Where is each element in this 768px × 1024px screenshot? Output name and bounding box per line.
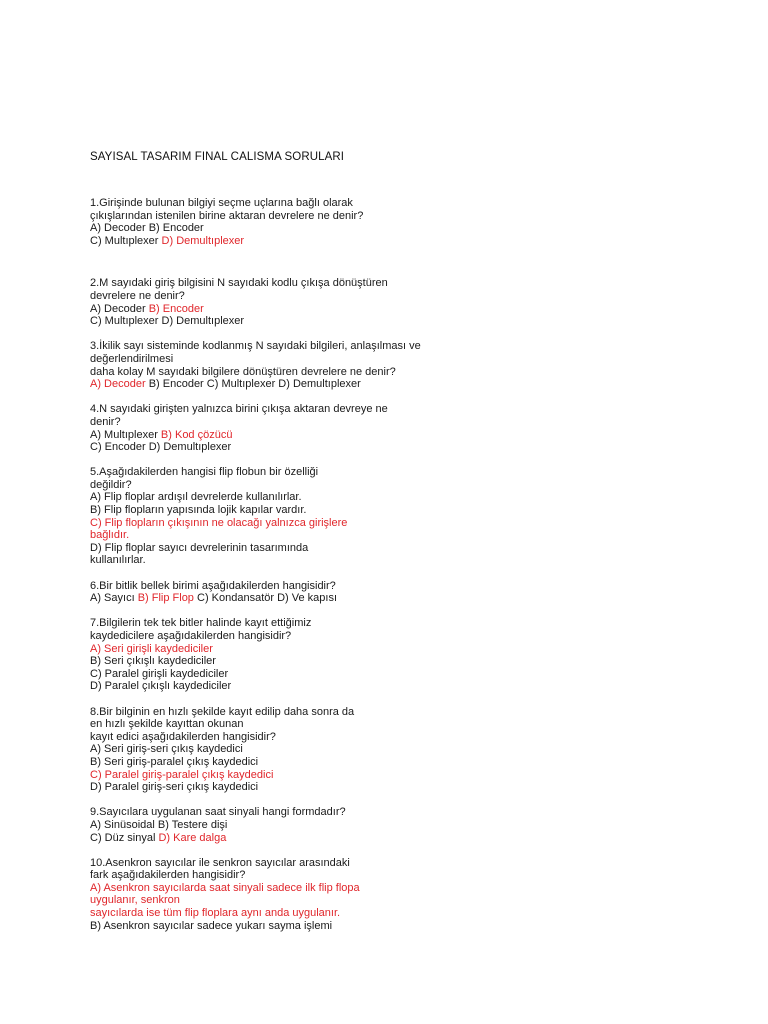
text-segment: kullanılırlar.	[90, 554, 146, 567]
text-line	[90, 222, 470, 235]
correct-answer-text: B) Flip Flop	[137, 592, 194, 605]
document-page	[90, 151, 470, 932]
text-line	[90, 340, 470, 353]
text-line	[90, 857, 470, 870]
text-segment: B) Encoder C) Multıplexer D) Demultıplexer	[145, 378, 361, 391]
text-line	[90, 617, 470, 630]
question-3	[90, 340, 470, 390]
correct-answer-text: sayıcılarda ise tüm flip floplara aynı anda uygulanır.	[90, 907, 341, 920]
text-segment: 4.N sayıdaki girişten yalnızca birini çıkışa aktaran devreye ne	[90, 403, 388, 416]
text-segment: 2.M sayıdaki giriş bilgisini N sayıdaki kodlu çıkışa dönüştüren	[90, 277, 388, 290]
text-line	[90, 832, 470, 845]
text-segment: 5.Aşağıdakilerden hangisi flip flobun bir özelliği	[90, 466, 319, 479]
text-segment: 3.İkilik sayı sisteminde kodlanmış N sayıdaki bilgileri, anlaşılması ve	[90, 340, 421, 353]
question-10	[90, 857, 470, 933]
text-line	[90, 353, 470, 366]
text-segment: A) Decoder B) Encoder	[90, 222, 204, 235]
text-segment: C) Multıplexer	[90, 234, 162, 247]
text-line	[90, 290, 470, 303]
question-list	[90, 197, 470, 932]
text-line	[90, 416, 470, 429]
text-line	[90, 894, 470, 907]
text-line	[90, 517, 470, 530]
question-7	[90, 617, 470, 693]
text-line	[90, 756, 470, 769]
correct-answer-text: uygulanır, senkron	[90, 894, 180, 907]
text-line	[90, 315, 470, 328]
text-segment: devrelere ne denir?	[90, 289, 185, 302]
text-segment: B) Flip flopların yapısında lojik kapılar vardır.	[90, 504, 307, 517]
text-segment: 7.Bilgilerin tek tek bitler halinde kayıt ettiğimiz	[90, 617, 312, 630]
text-line	[90, 718, 470, 731]
correct-answer-text: C) Flip flopların çıkışının ne olacağı yalnızca girişlere	[90, 516, 348, 529]
text-segment: D) Paralel giriş-seri çıkış kaydedici	[90, 781, 259, 794]
text-line	[90, 554, 470, 567]
question-8	[90, 706, 470, 794]
text-segment: 1.Girişinde bulunan bilgiyi seçme uçlarına bağlı olarak	[90, 197, 353, 209]
correct-answer-text: D) Kare dalga	[158, 831, 227, 844]
text-line	[90, 743, 470, 756]
text-line	[90, 277, 470, 290]
text-segment: değerlendirilmesi	[90, 352, 174, 365]
text-segment: C) Encoder D) Demultıplexer	[90, 441, 232, 454]
text-line	[90, 806, 470, 819]
text-line	[90, 429, 470, 442]
text-line	[90, 655, 470, 668]
text-line	[90, 378, 470, 391]
correct-answer-text: A) Decoder	[90, 378, 146, 391]
correct-answer-text: A) Seri girişli kaydediciler	[90, 642, 213, 655]
text-segment: kaydedicilere aşağıdakilerden hangisidir?	[90, 630, 292, 642]
text-segment: değildir?	[90, 478, 132, 491]
text-segment: B) Asenkron sayıcılar sadece yukarı sayma işlemi	[90, 919, 333, 932]
text-line	[90, 706, 470, 719]
text-segment: A) Sayıcı	[90, 592, 138, 605]
text-line	[90, 869, 470, 882]
text-line	[90, 303, 470, 316]
text-line	[90, 882, 470, 895]
text-line	[90, 680, 470, 693]
text-line	[90, 819, 470, 832]
correct-answer-text: B) Kod çözücü	[160, 428, 233, 441]
text-segment: A) Seri giriş-seri çıkış kaydedici	[90, 743, 243, 756]
question-5	[90, 466, 470, 567]
text-line	[90, 592, 470, 605]
text-line	[90, 235, 470, 248]
text-segment: B) Seri giriş-paralel çıkış kaydedici	[90, 755, 259, 768]
question-6	[90, 580, 470, 605]
text-line	[90, 529, 470, 542]
text-segment: 9.Sayıcılara uygulanan saat sinyali hangi formdadır?	[90, 806, 346, 819]
text-line	[90, 403, 470, 416]
text-line	[90, 580, 470, 593]
text-line	[90, 643, 470, 656]
text-segment: 10.Asenkron sayıcılar ile senkron sayıcılar arasındaki	[90, 856, 350, 869]
text-segment: 6.Bir bitlik bellek birimi aşağıdakilerden hangisidir?	[90, 579, 336, 592]
text-segment: A) Multıplexer	[90, 428, 161, 441]
text-segment: C) Multıplexer D) Demultıplexer	[90, 315, 245, 328]
text-line	[90, 210, 470, 223]
text-segment: C) Paralel girişli kaydediciler	[90, 667, 229, 680]
text-line	[90, 441, 470, 454]
text-segment: B) Seri çıkışlı kaydediciler	[90, 655, 216, 668]
correct-answer-text: B) Encoder	[148, 302, 204, 315]
text-segment: C) Düz sinyal	[90, 831, 159, 844]
text-segment: D) Flip floplar sayıcı devrelerinin tasarımında	[90, 541, 309, 554]
text-line	[90, 781, 470, 794]
text-line	[90, 466, 470, 479]
document-title: SAYISAL TASARIM FINAL CALISMA SORULARI	[90, 151, 345, 163]
text-line	[90, 731, 470, 744]
correct-answer-text: A) Asenkron sayıcılarda saat sinyali sadece ilk flip flopa	[90, 881, 360, 894]
text-line	[90, 542, 470, 555]
text-segment: çıkışlarından istenilen birine aktaran devrelere ne denir?	[90, 209, 364, 222]
text-line	[90, 630, 470, 643]
correct-answer-text: bağlıdır.	[90, 529, 130, 542]
question-4	[90, 403, 470, 453]
text-line	[90, 920, 470, 933]
text-line	[90, 504, 470, 517]
text-line	[90, 907, 470, 920]
text-line	[90, 479, 470, 492]
text-segment: A) Sinüsoidal B) Testere dişi	[90, 818, 228, 831]
text-segment: A) Decoder	[90, 302, 149, 315]
text-segment: fark aşağıdakilerden hangisidir?	[90, 869, 246, 882]
text-line	[90, 668, 470, 681]
text-segment: 8.Bir bilginin en hızlı şekilde kayıt edilip daha sonra da	[90, 705, 355, 718]
text-segment: en hızlı şekilde kayıttan okunan	[90, 718, 244, 731]
text-segment: denir?	[90, 415, 121, 428]
text-segment: daha kolay M sayıdaki bilgilere dönüştüren devrelere ne denir?	[90, 365, 396, 378]
text-segment: kayıt edici aşağıdakilerden hangisidir?	[90, 730, 276, 743]
correct-answer-text: C) Paralel giriş-paralel çıkış kaydedici	[90, 768, 274, 781]
question-2	[90, 277, 470, 327]
text-line	[90, 197, 470, 210]
text-segment: A) Flip floplar ardışıl devrelerde kullanılırlar.	[90, 491, 302, 504]
question-9	[90, 806, 470, 844]
correct-answer-text: D) Demultıplexer	[161, 234, 245, 247]
text-segment: D) Paralel çıkışlı kaydediciler	[90, 680, 232, 693]
question-1	[90, 197, 470, 247]
text-line	[90, 491, 470, 504]
text-line	[90, 366, 470, 379]
text-line	[90, 769, 470, 782]
text-segment: C) Kondansatör D) Ve kapısı	[193, 592, 338, 605]
